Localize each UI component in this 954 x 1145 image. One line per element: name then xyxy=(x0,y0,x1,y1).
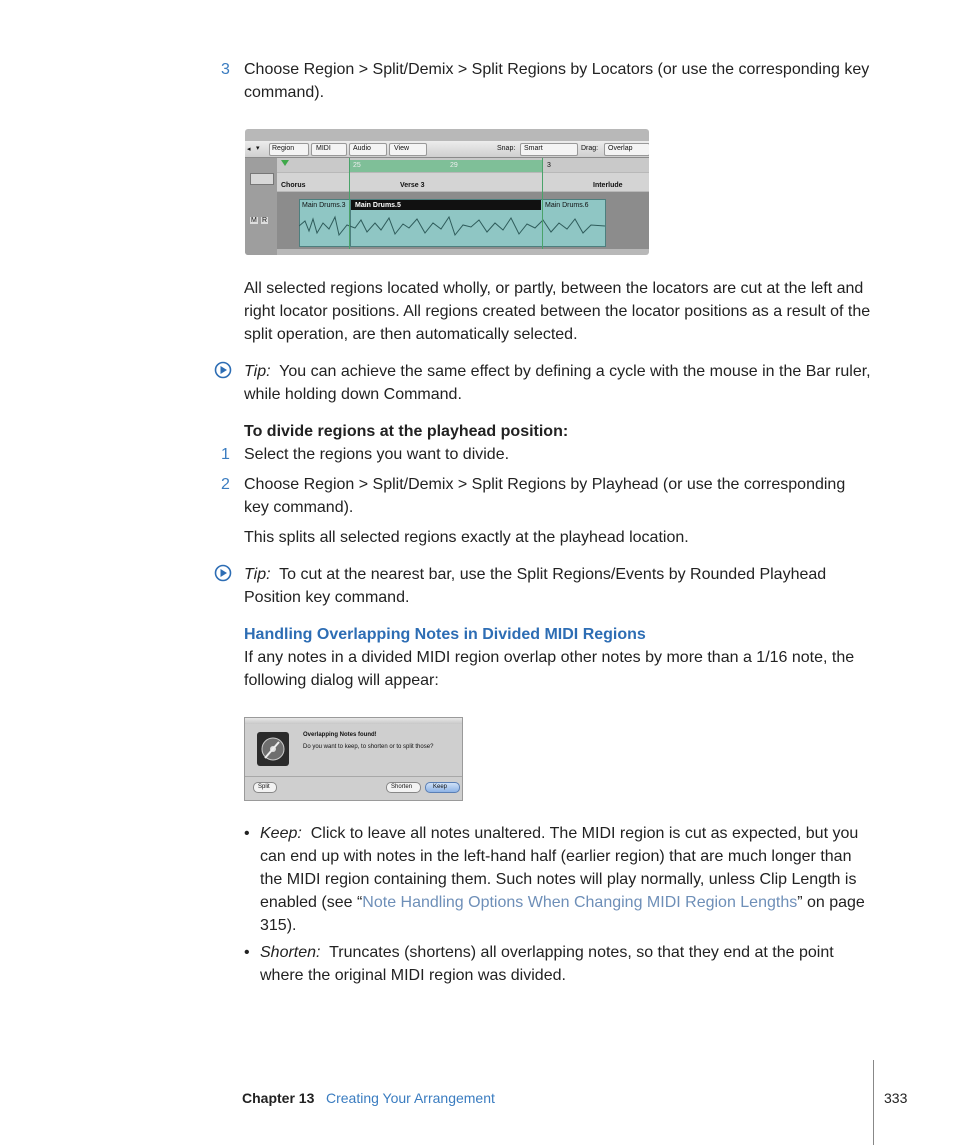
menu-region: Region xyxy=(272,145,295,152)
bar-3x: 3 xyxy=(547,162,551,169)
bar-25: 25 xyxy=(353,162,361,169)
bullet-dot: • xyxy=(244,825,250,842)
keep-button[interactable] xyxy=(425,782,460,793)
dialog-message: Do you want to keep, to shorten or to split those? xyxy=(303,744,434,750)
footer-chapter-title[interactable]: Creating Your Arrangement xyxy=(326,1090,495,1106)
menu-audio: Audio xyxy=(353,145,371,152)
bullet-text: Click to leave all notes unaltered. The MIDI region is cut as expected, but you can end up with notes in the left-hand half (earlier region) that are much longer than the MIDI region containing them. Such notes will play normally, unless Clip Length is enabled (see “ xyxy=(260,825,859,911)
tip-label: Tip: xyxy=(244,363,271,380)
split-button-label: Split xyxy=(258,784,270,790)
keep-button-label: Keep xyxy=(433,784,448,790)
bullet-term: Shorten: xyxy=(260,944,321,961)
paragraph: If any notes in a divided MIDI region overlap other notes by more than a 1/16 note, the following dialog will appear: xyxy=(244,649,855,689)
menu-view: View xyxy=(394,145,410,152)
region-label: Main Drums.5 xyxy=(355,202,401,209)
section-heading: Handling Overlapping Notes in Divided MIDI Regions xyxy=(244,626,646,643)
paragraph: This splits all selected regions exactly at the playhead location. xyxy=(244,529,689,546)
cross-reference-link[interactable]: Note Handling Options When Changing MIDI Region Lengths xyxy=(362,894,798,911)
dialog-title: Overlapping Notes found! xyxy=(303,732,377,738)
drag-label: Drag: xyxy=(581,145,599,152)
step-number: 1 xyxy=(221,446,230,463)
logic-app-icon xyxy=(257,732,289,766)
tip-label: Tip: xyxy=(244,566,271,583)
logic-app-icon-graphic xyxy=(257,732,289,766)
overlapping-notes-dialog xyxy=(244,717,463,801)
waveform xyxy=(299,211,605,241)
shorten-button-label: Shorten xyxy=(391,784,413,790)
tip-arrow-icon xyxy=(214,361,232,379)
footer-chapter: Chapter 13 xyxy=(242,1090,315,1106)
tip xyxy=(244,563,874,609)
step-text: Choose Region > Split/Demix > Split Regions by Locators (or use the corresponding key command). xyxy=(244,61,870,101)
paragraph: All selected regions located wholly, or partly, between the locators are cut at the left and right locator positions. All regions created between the locator positions as a result of the split operation, are then automatically selected. xyxy=(244,280,871,343)
region-label: Main Drums.6 xyxy=(545,202,589,209)
snap-value: Smart xyxy=(524,145,543,152)
tip-arrow-icon xyxy=(214,564,232,582)
task-heading: To divide regions at the playhead position: xyxy=(244,423,569,440)
bullet-term: Keep: xyxy=(260,825,302,842)
bullet-shorten xyxy=(260,941,875,987)
marker-chorus: Chorus xyxy=(281,182,306,189)
bullet-keep xyxy=(260,822,875,937)
bullet-text: Truncates (shortens) all overlapping notes, so that they end at the point where the original MIDI region was divided. xyxy=(260,944,834,984)
split-button[interactable] xyxy=(253,782,277,793)
region-label: Main Drums.3 xyxy=(302,202,346,209)
marker-interlude: Interlude xyxy=(593,182,623,189)
tip-text: To cut at the nearest bar, use the Split Regions/Events by Rounded Playhead Position key command. xyxy=(244,566,827,606)
bullet-dot: • xyxy=(244,944,250,961)
snap-label: Snap: xyxy=(497,145,516,152)
bullet-text-end: ” on page 315). xyxy=(260,894,865,934)
step-text: Choose Region > Split/Demix > Split Regions by Playhead (or use the corresponding key command). xyxy=(244,476,846,516)
footer-divider xyxy=(873,1060,874,1145)
bar-29: 29 xyxy=(450,162,458,169)
step-text: Select the regions you want to divide. xyxy=(244,446,510,463)
page-number: 333 xyxy=(884,1090,908,1106)
mute-button: M xyxy=(251,217,257,224)
step-number: 3 xyxy=(221,61,230,78)
tip xyxy=(244,360,874,406)
drag-value: Overlap xyxy=(608,145,633,152)
shorten-button[interactable] xyxy=(386,782,421,793)
tip-text: You can achieve the same effect by defining a cycle with the mouse in the Bar ruler, while holding down Command. xyxy=(244,363,871,403)
step-number: 2 xyxy=(221,476,230,493)
record-button: R xyxy=(262,217,268,224)
menu-midi: MIDI xyxy=(316,145,331,152)
arrange-window-screenshot: ◂ ▾ Region MIDI Audio View Snap: Smart Drag: Overlap M R 25 29 3 Chorus Verse 3 Interlude Main Drums.3 Main Drums.5 Main Drums.6 xyxy=(245,129,649,255)
marker-verse-3: Verse 3 xyxy=(400,182,425,189)
